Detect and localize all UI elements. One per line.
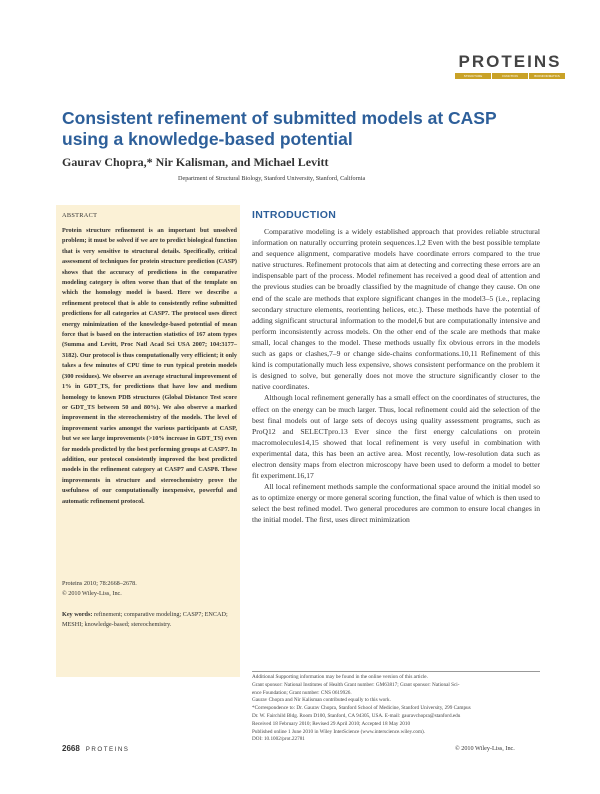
introduction-heading: INTRODUCTION (252, 209, 337, 221)
logo-bar-bioinformatics: BIOINFORMATICS (529, 73, 565, 79)
footnote-line: DOI: 10.1002/prot.22781 (252, 736, 305, 743)
footnote-line: Dr. W. Fairchild Bldg. Room D100, Stanford, CA 94305, USA. E-mail: gauravchopra@stanford.edu (252, 712, 461, 719)
article-title: Consistent refinement of submitted models at CASP using a knowledge-based potential (62, 108, 497, 149)
abstract-citation (62, 579, 237, 599)
intro-paragraph-3: All local refinement methods sample the conformational space around the initial model so as to optimize energy or more general scoring function, the final value of which is then used to select the best refined model. Two general procedures are common to ensure local changes in the initial model. The first, uses direct minimization (252, 482, 540, 525)
page-footer-left (62, 744, 129, 753)
footnote-line: *Correspondence to: Dr. Gaurav Chopra, Stanford School of Medicine, Stanford University, 299 Campus (252, 705, 471, 712)
abstract-heading: ABSTRACT (62, 212, 98, 219)
abstract-body: Protein structure refinement is an important but unsolved problem; it must be solved if we are to predict biological function that is very sensitive to structural details. Specifically, critical assessment of techniques for protein structure prediction (CASP) shows that the accuracy of predictions in the comparative modeling category is often worse than that of the template on which the homology model is based. Here we describe a refinement protocol that is able to consistently refine submitted predictions for all categories at CASP7. The protocol uses direct energy minimization of the knowledge-based potential of mean force that is based on the interaction statistics of 167 atom types (Summa and Levitt, Proc Natl Acad Sci USA 2007; 104:3177–3182). Our protocol is thus computationally very efficient; it only takes a few minutes of CPU time to run typical protein models (300 residues). We observe an average structural improvement of 1% in GDT_TS, for predictions that have low and medium homology to known PDB structures (Global Distance Test score or GDT_TS between 50 and 80%). We also observe a marked improvement in the stereochemistry of the models. The level of improvement varies amongst the various participants at CASP, but we see large improvements (>10% increase in GDT_TS) even for models predicted by the best performing groups at CASP7. In addition, our protocol consistently improved the best predicted models in the refinement category at CASP7 and CASP8. These improvements in structure and stereochemistry prove the usefulness of our computationally inexpensive, powerful and automatic refinement protocol. (62, 227, 237, 505)
footnote-line: Additional Supporting information may be found in the online version of this article. (252, 674, 428, 680)
logo-bar-structure: STRUCTURE (455, 73, 491, 79)
footnote-line: Received 18 February 2010; Revised 29 April 2010; Accepted 18 May 2010 (252, 720, 411, 727)
journal-logo-bar (455, 73, 565, 79)
journal-logo (455, 52, 565, 79)
keywords-text: refinement; comparative modeling; CASP7; ENCAD; MESHI; knowledge-based; stereochemistry. (62, 611, 228, 628)
keywords-label: Key words: (62, 611, 93, 618)
article-authors: Gaurav Chopra,* Nir Kalisman, and Michael Levitt (62, 155, 329, 169)
footnote-line: Gaurav Chopra and Nir Kalisman contributed equally to this work. (252, 697, 391, 704)
footnote-line: ence Foundation; Grant number: CNS 0619926. (252, 689, 352, 696)
footnote-line: Published online 1 June 2010 in Wiley InterScience (www.interscience.wiley.com). (252, 728, 426, 735)
footnote-line: Grant sponsor: National Institutes of Health Grant number: GM63817; Grant sponsor: National Sci- (252, 681, 460, 688)
footnote-divider (252, 671, 540, 672)
intro-paragraph-2: Although local refinement generally has a small effect on the coordinates of structures, the effect on the energy can be much larger. Thus, local refinement could aid the selection of the best final models out of large sets of decoys using quality assessment programs, such as ProQ12 and SELECTpro.13 Ever since the first energy calculations on protein macromolecules14,15 showed that local refinement is very useful in combination with experimental data, this has been an active area. Most recently, low-resolution data such as electron density maps from electron microscopy have been used to deform a model to better fit experiment.16,17 (252, 393, 540, 481)
intro-paragraph-1: Comparative modeling is a widely established approach that provides reliable structural information on naturally occurring protein sequences.1,2 Even with the best possible template and sequence alignment, comparative models have coordinate errors compared to the true native structures. Refinement protocols that aim at detecting and correcting these errors are an indispensable part of the process. Model refinement has received a good deal of attention and the previous studies can be broadly classified by the magnitude of change they cause. On one end of the scale are methods that explore significant changes in the model3–5 (i.e., replacing secondary structure elements, reorienting helices, etc.). These methods have the potential of adding significant structural information to the model,6 but are computationally intensive and perform inconsistently across models. On the other end of the scale are methods that make small, local changes to the model. These methods usually fix obvious errors in the models such as gaps or clashes,7–9 or change side-chains conformations.10,11 Refinement of this kind is computationally much less expensive, shows consistent performance on the problem it is designed to solve, but generally does not move the structure significantly closer to the native coordinates. (252, 227, 540, 392)
citation-line-1: Proteins 2010; 78:2668–2678. (62, 580, 137, 587)
keywords (62, 610, 237, 630)
citation-line-2: © 2010 Wiley-Liss, Inc. (62, 590, 122, 597)
article-affiliation: Department of Structural Biology, Stanford University, Stanford, California (178, 175, 366, 182)
journal-logo-text: PROTEINS (458, 52, 562, 71)
footer-journal: PROTEINS (85, 746, 130, 753)
logo-bar-function: FUNCTION (492, 73, 528, 79)
footnotes (252, 674, 540, 744)
footer-copyright: © 2010 Wiley-Liss, Inc. (455, 745, 515, 752)
introduction-body (252, 226, 540, 526)
page-number: 2668 (62, 744, 80, 753)
